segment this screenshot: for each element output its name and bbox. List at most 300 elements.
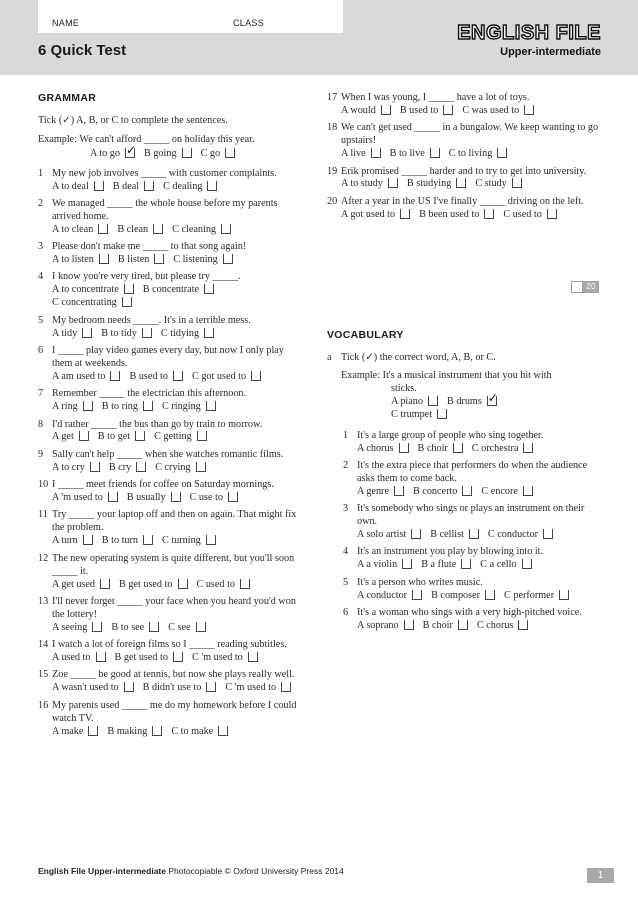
footer-rights: Photocopiable © Oxford University Press 2014 [166, 866, 344, 876]
option-label: B to get [97, 431, 131, 443]
answer-option [462, 105, 534, 118]
question-number: 8 [38, 418, 44, 430]
option-label: A get [52, 431, 74, 443]
question-options [52, 726, 306, 739]
page-title: 6 Quick Test [38, 42, 127, 59]
answer-checkbox[interactable] [92, 622, 102, 632]
answer-checkbox[interactable] [182, 148, 192, 158]
question-text: It's a woman who sings with a very high-pitched voice. [357, 606, 582, 618]
answer-checkbox[interactable] [152, 726, 162, 736]
answer-checkbox[interactable] [144, 181, 154, 191]
answer-option [449, 148, 508, 161]
question-options [357, 486, 602, 499]
question-item [38, 168, 306, 194]
answer-checkbox[interactable] [83, 535, 93, 545]
answer-checkbox[interactable] [223, 254, 233, 264]
answer-checkbox[interactable] [456, 178, 466, 188]
question-options [341, 105, 602, 118]
option-label: A get used [52, 578, 96, 590]
option-label: B cellist [430, 528, 464, 540]
answer-checkbox[interactable] [83, 401, 93, 411]
option-label: B get used to [114, 652, 168, 664]
answer-option [192, 652, 258, 665]
answer-checkbox[interactable] [100, 579, 110, 589]
answer-option [127, 492, 181, 505]
answer-checkbox[interactable] [518, 620, 528, 630]
option-label: C to make [171, 725, 214, 737]
question-number: 3 [38, 241, 44, 253]
question-item [38, 509, 306, 548]
answer-option [201, 148, 236, 161]
option-label: A turn [52, 535, 78, 547]
question-item [327, 196, 602, 222]
option-label: B concentrate [142, 284, 200, 296]
answer-option [475, 178, 521, 191]
answer-checkbox[interactable] [221, 224, 231, 234]
answer-option [190, 492, 238, 505]
option-label: B making [107, 725, 148, 737]
question-item [327, 430, 602, 456]
question-text: It's a person who writes music. [357, 576, 483, 588]
question-options [52, 462, 306, 475]
answer-checkbox[interactable] [412, 590, 422, 600]
answer-checkbox[interactable] [523, 486, 533, 496]
answer-option [161, 328, 214, 341]
question-options [341, 209, 602, 222]
question-number: 1 [343, 429, 349, 441]
question-number: 4 [38, 271, 44, 283]
answer-checkbox[interactable] [469, 529, 479, 539]
option-label: A to study [341, 178, 383, 190]
answer-checkbox[interactable] [135, 431, 145, 441]
answer-option [357, 486, 404, 499]
answer-option [52, 462, 100, 475]
answer-checkbox[interactable] [153, 224, 163, 234]
answer-option [430, 529, 479, 542]
answer-option [52, 401, 93, 414]
answer-checkbox[interactable] [461, 559, 471, 569]
answer-checkbox[interactable] [248, 652, 258, 662]
question-text: Try _____ your laptop off and then on again. That might fix the problem. [52, 509, 297, 534]
question-item [38, 479, 306, 505]
answer-option [118, 254, 164, 267]
answer-checkbox[interactable] [225, 148, 235, 158]
grammar-score-box [571, 281, 599, 293]
answer-option [357, 620, 414, 633]
question-item [38, 639, 306, 665]
option-label: A piano [391, 395, 423, 407]
answer-option [407, 178, 466, 191]
answer-checkbox[interactable] [400, 209, 410, 219]
left-column [38, 92, 306, 743]
answer-option [163, 181, 217, 194]
option-label: C conductor [487, 528, 538, 540]
question-text: When I was young, I _____ have a lot of toys. [341, 92, 530, 103]
option-label: B clean [117, 223, 149, 235]
answer-checkbox[interactable] [404, 620, 414, 630]
answer-option [357, 590, 422, 603]
grammar-instruction: Tick (✓) A, B, or C to complete the sentences. [38, 114, 228, 126]
option-label: A a violin [357, 559, 398, 571]
answer-checkbox[interactable] [143, 401, 153, 411]
answer-checkbox[interactable] [204, 284, 214, 294]
answer-option [113, 181, 154, 194]
answer-option [418, 443, 463, 456]
option-label: B concerto [412, 485, 458, 497]
question-number: 17 [327, 92, 338, 103]
score-input[interactable] [571, 281, 583, 293]
option-label: B deal [112, 180, 140, 192]
option-label: C listening [173, 254, 218, 266]
answer-checkbox[interactable] [402, 559, 412, 569]
answer-checkbox[interactable] [497, 148, 507, 158]
question-options [341, 178, 602, 191]
answer-option [504, 590, 569, 603]
answer-checkbox[interactable] [559, 590, 569, 600]
question-number: 14 [38, 639, 49, 651]
answer-option [52, 535, 93, 548]
answer-checkbox[interactable] [88, 726, 98, 736]
question-options [357, 620, 602, 633]
option-label: C dealing [163, 180, 203, 192]
answer-option [102, 535, 153, 548]
answer-option [488, 529, 553, 542]
question-item [327, 503, 602, 542]
answer-checkbox[interactable] [399, 443, 409, 453]
answer-checkbox[interactable] [453, 443, 463, 453]
answer-option [431, 590, 495, 603]
answer-checkbox[interactable] [462, 486, 472, 496]
answer-checkbox[interactable] [281, 682, 291, 692]
answer-option [341, 105, 391, 118]
question-text: It's a large group of people who sing together. [357, 429, 544, 441]
answer-option [111, 622, 159, 635]
option-label: A wasn't used to [52, 682, 119, 694]
option-label: B a flute [421, 559, 457, 571]
option-label: B to turn [101, 535, 138, 547]
answer-checkbox[interactable] [394, 486, 404, 496]
answer-checkbox[interactable] [171, 492, 181, 502]
question-options [357, 559, 602, 572]
answer-checkbox[interactable] [122, 297, 132, 307]
answer-checkbox[interactable] [381, 105, 391, 115]
option-label: C was used to [462, 104, 520, 116]
grammar-example: Example: We can't afford _____ on holiday this year. [38, 133, 255, 145]
answer-option [162, 401, 216, 414]
answer-checkbox[interactable] [524, 105, 534, 115]
question-text: My new job involves _____ with customer complaints. [52, 167, 277, 179]
answer-option [481, 486, 533, 499]
question-text: It's somebody who sings or plays an instrument on their own. [357, 503, 585, 528]
answer-checkbox[interactable] [94, 181, 104, 191]
grammar-list-right [327, 92, 602, 222]
score-total: 20 [583, 281, 599, 293]
answer-checkbox[interactable] [207, 181, 217, 191]
answer-option [115, 652, 183, 665]
answer-checkbox[interactable] [143, 535, 153, 545]
answer-option [225, 682, 291, 695]
answer-option [52, 492, 118, 505]
answer-checkbox[interactable] [371, 148, 381, 158]
answer-checkbox[interactable] [251, 371, 261, 381]
option-label: C tidying [160, 327, 200, 339]
answer-checkbox[interactable] [206, 682, 216, 692]
option-label: C orchestra [471, 442, 519, 454]
question-item [38, 700, 306, 739]
answer-checkbox[interactable] [196, 462, 206, 472]
answer-checkbox[interactable] [136, 462, 146, 472]
question-number: 2 [38, 197, 44, 209]
vocabulary-instruction [327, 352, 602, 365]
answer-checkbox[interactable] [173, 371, 183, 381]
answer-option [171, 726, 228, 739]
option-label: C 'm used to [191, 652, 243, 664]
option-label: A tidy [52, 327, 78, 339]
option-label: A to concentrate [52, 284, 119, 296]
answer-checkbox[interactable] [228, 492, 238, 502]
answer-checkbox[interactable] [543, 529, 553, 539]
answer-option [357, 559, 412, 572]
option-label: A am used to [52, 370, 106, 382]
question-text: We can't get used _____ in a bungalow. We keep wanting to go upstairs! [341, 122, 599, 147]
answer-checkbox[interactable] [437, 409, 447, 419]
page-number: 1 [587, 868, 614, 883]
option-label: C getting [154, 431, 192, 443]
option-label: A used to [52, 652, 91, 664]
option-label: A make [52, 725, 84, 737]
option-label: A ring [52, 401, 78, 413]
answer-checkbox[interactable] [522, 559, 532, 569]
vocabulary-example-text: Example: It's a musical instrument that you hit with [341, 369, 552, 381]
answer-checkbox[interactable] [204, 328, 214, 338]
question-number: 5 [343, 576, 349, 588]
option-label: A chorus [357, 442, 394, 454]
option-label: A genre [357, 485, 389, 497]
option-label: B cry [108, 461, 132, 473]
answer-option [419, 209, 494, 222]
answer-checkbox[interactable] [99, 254, 109, 264]
right-column [327, 92, 602, 637]
vocabulary-instruction-text: Tick (✓) the correct word, A, B, or C. [341, 352, 496, 364]
answer-checkbox[interactable] [124, 284, 134, 294]
level-label: Upper-intermediate [500, 46, 601, 58]
answer-option [52, 297, 132, 310]
question-number: 18 [327, 122, 338, 134]
question-options [357, 590, 602, 603]
footer-text [38, 866, 344, 876]
answer-option [155, 462, 205, 475]
question-options [52, 371, 306, 384]
answer-option [52, 652, 106, 665]
question-text: I'd rather _____ the bus than go by train to morrow. [52, 418, 263, 430]
question-text: I'll never forget _____ your face when you heard you'd won the lottery! [52, 595, 296, 620]
answer-checkbox[interactable] [484, 209, 494, 219]
question-number: 12 [38, 552, 49, 564]
answer-checkbox[interactable] [149, 622, 159, 632]
answer-option [52, 579, 110, 592]
class-label: CLASS [233, 18, 265, 28]
answer-checkbox[interactable] [443, 105, 453, 115]
question-options [52, 284, 306, 310]
question-options [52, 622, 306, 635]
option-label: C performer [504, 589, 555, 601]
answer-checkbox[interactable] [178, 579, 188, 589]
answer-checkbox[interactable] [173, 652, 183, 662]
answer-checkbox[interactable] [458, 620, 468, 630]
answer-option [172, 224, 231, 237]
question-item [327, 546, 602, 572]
answer-checkbox[interactable] [512, 178, 522, 188]
answer-checkbox[interactable] [388, 178, 398, 188]
question-text: My parents used _____ me do my homework before I could watch TV. [52, 699, 297, 724]
question-options [52, 224, 306, 237]
question-text: It's an instrument you play by blowing into it. [357, 546, 544, 558]
answer-checkbox[interactable] [430, 148, 440, 158]
answer-option [477, 620, 529, 633]
answer-checkbox[interactable] [206, 535, 216, 545]
question-number: 4 [343, 546, 349, 558]
option-label: B choir [422, 619, 453, 631]
answer-checkbox[interactable] [79, 431, 89, 441]
answer-checkbox[interactable] [218, 726, 228, 736]
option-label: B been used to [419, 208, 480, 220]
question-options [52, 254, 306, 267]
question-item [327, 460, 602, 499]
answer-option [472, 443, 534, 456]
answer-checkbox[interactable] [110, 371, 120, 381]
answer-option [129, 371, 183, 384]
answer-option [52, 682, 134, 695]
answer-option [391, 396, 438, 409]
question-number: 10 [38, 479, 49, 491]
answer-checkbox[interactable] [96, 652, 106, 662]
answer-checkbox[interactable] [90, 462, 100, 472]
answer-checkbox[interactable] [196, 622, 206, 632]
option-label: A to cry [52, 461, 85, 473]
option-label: C to living [448, 148, 493, 160]
answer-checkbox[interactable] [154, 254, 164, 264]
option-label: A got used to [341, 208, 396, 220]
option-label: C 'm used to [225, 682, 277, 694]
question-text: The new operating system is quite different, but you'll soon _____ it. [52, 552, 295, 577]
answer-option [341, 209, 410, 222]
question-text: I watch a lot of foreign films so I _____ reading subtitles. [52, 639, 287, 651]
option-label: C used to [196, 578, 235, 590]
option-label: B to tidy [101, 327, 137, 339]
question-options [52, 535, 306, 548]
question-item [327, 122, 602, 161]
option-label: A live [341, 148, 366, 160]
answer-option [446, 390, 498, 409]
option-label: C turning [162, 535, 201, 547]
option-label: A solo artist [357, 528, 407, 540]
option-label: B composer [431, 589, 481, 601]
grammar-list-left [38, 168, 306, 739]
vocabulary-example-cont: sticks. [391, 382, 417, 394]
option-label: A to go [90, 147, 120, 159]
brand-logo: ENGLISH FILE [457, 22, 601, 44]
vocabulary-list [327, 430, 602, 633]
answer-checkbox[interactable] [142, 328, 152, 338]
answer-option [503, 209, 557, 222]
question-text: Erik promised _____ harder and to try to get into university. [341, 165, 587, 177]
option-label: C used to [503, 208, 542, 220]
question-number: 20 [327, 195, 338, 207]
answer-checkbox[interactable] [82, 328, 92, 338]
answer-option [168, 622, 205, 635]
answer-option [357, 443, 409, 456]
answer-option [98, 431, 145, 444]
option-label: C study [475, 178, 507, 190]
answer-option [192, 371, 261, 384]
question-item [327, 577, 602, 603]
footer-book: English File Upper-intermediate [38, 866, 166, 876]
answer-checkbox[interactable] [547, 209, 557, 219]
option-label: C see [168, 621, 191, 633]
question-item [327, 607, 602, 633]
option-label: A would [341, 104, 376, 116]
option-label: C concentrating [52, 297, 117, 309]
answer-checkbox[interactable] [487, 390, 498, 406]
answer-checkbox[interactable] [197, 431, 207, 441]
answer-checkbox[interactable] [124, 682, 134, 692]
question-text: Please don't make me _____ to that song again! [52, 241, 247, 253]
option-label: B to see [111, 621, 145, 633]
option-label: B didn't use to [142, 682, 202, 694]
option-label: C chorus [476, 619, 514, 631]
question-options [52, 431, 306, 444]
vocabulary-example-options [341, 390, 602, 422]
question-text: Sally can't help _____ when she watches romantic films. [52, 448, 284, 460]
option-label: C encore [481, 485, 518, 497]
answer-checkbox[interactable] [125, 142, 137, 158]
question-item [38, 388, 306, 414]
option-label: C trumpet [391, 408, 433, 420]
answer-checkbox[interactable] [485, 590, 495, 600]
question-item [38, 596, 306, 635]
grammar-heading: GRAMMAR [38, 92, 97, 104]
option-label: A to clean [52, 223, 94, 235]
option-label: A to listen [52, 254, 94, 266]
question-text: Remember _____ the electrician this afternoon. [52, 388, 247, 400]
answer-checkbox[interactable] [98, 224, 108, 234]
answer-checkbox[interactable] [428, 396, 438, 406]
option-label: B listen [117, 254, 150, 266]
question-item [327, 92, 602, 118]
answer-checkbox[interactable] [523, 443, 533, 453]
question-options [341, 148, 602, 161]
answer-option [391, 409, 447, 422]
answer-option [90, 142, 137, 161]
answer-checkbox[interactable] [411, 529, 421, 539]
question-number: 9 [38, 448, 44, 460]
name-class-box [38, 0, 343, 33]
answer-option [197, 579, 251, 592]
answer-option [390, 148, 440, 161]
option-label: C got used to [191, 370, 247, 382]
answer-option [101, 328, 152, 341]
answer-checkbox[interactable] [206, 401, 216, 411]
option-label: B drums [446, 395, 482, 407]
tick-icon: ✓ [126, 142, 137, 157]
answer-option [480, 559, 531, 572]
answer-checkbox[interactable] [240, 579, 250, 589]
question-number: 15 [38, 669, 49, 681]
question-number: 7 [38, 388, 44, 400]
question-options [357, 529, 602, 542]
answer-option [143, 682, 217, 695]
answer-checkbox[interactable] [108, 492, 118, 502]
